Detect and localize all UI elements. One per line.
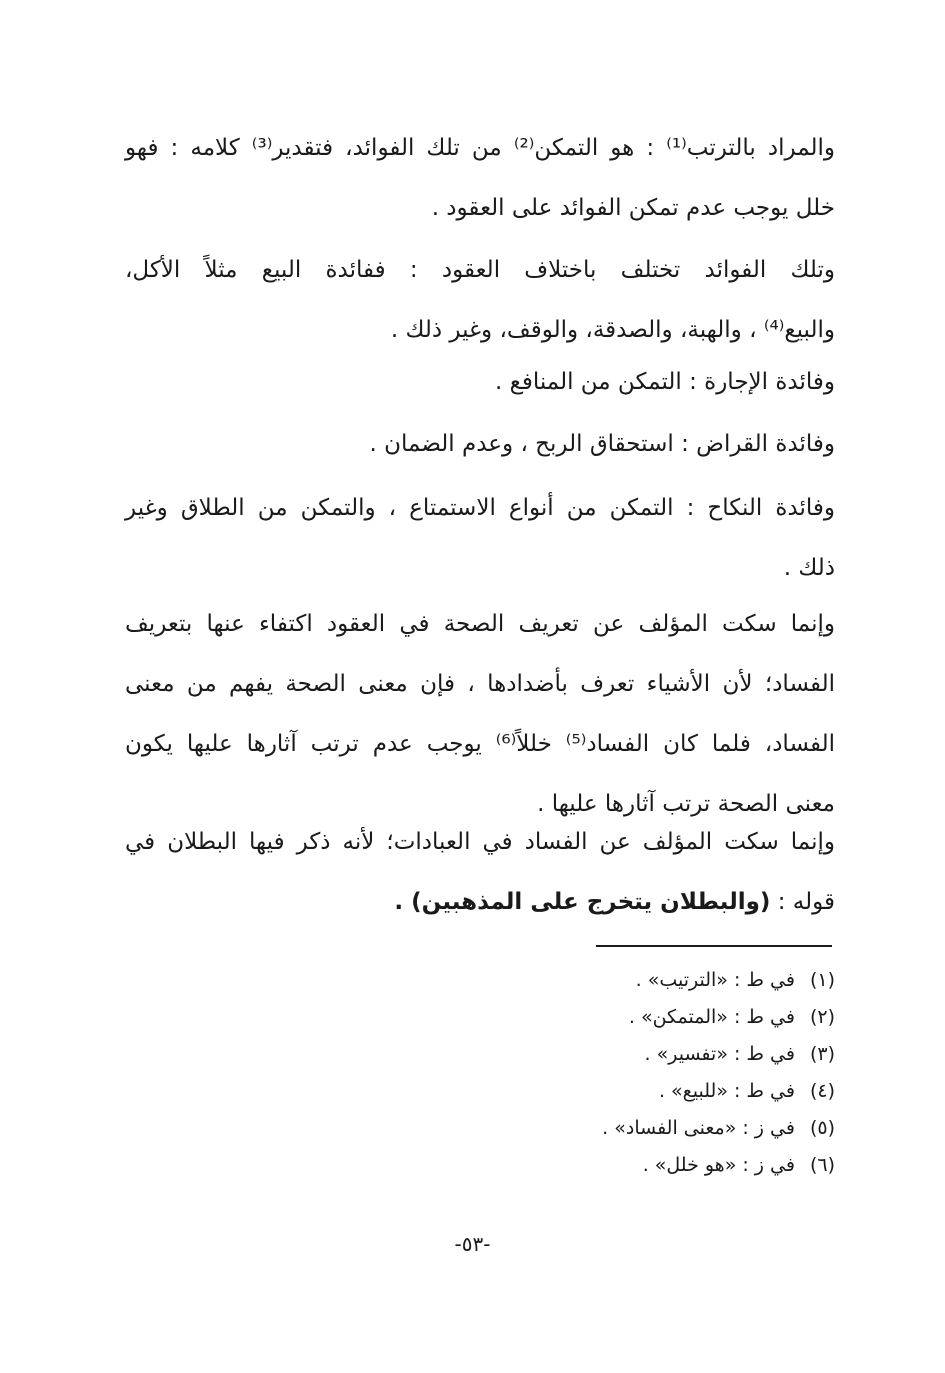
body-line-4: والبيع⁽⁴⁾ ، والهبة، والصدقة، والوقف، وغير ذلك . <box>390 317 835 343</box>
body-line-12: معنى الصحة ترتب آثارها عليها . <box>537 791 835 817</box>
footnote-text: في ط : «للبيع» . <box>658 1080 795 1102</box>
body-line-8: ذلك . <box>783 555 835 581</box>
body-line-13: وإنما سكت المؤلف عن الفساد في العبادات؛ لأنه ذكر فيها البطلان في <box>125 829 835 855</box>
bold-quote: (والبطلان يتخرج على المذهبين) . <box>394 889 771 915</box>
footnote-item <box>435 1110 835 1147</box>
body-line-3: وتلك الفوائد تختلف باختلاف العقود : ففائدة البيع مثلاً الأكل، <box>125 257 835 283</box>
footnote-text: في ط : «تفسير» . <box>644 1043 795 1065</box>
footnote-item <box>435 999 835 1036</box>
body-line-10: الفساد؛ لأن الأشياء تعرف بأضدادها ، فإن معنى الصحة يفهم من معنى <box>125 671 835 697</box>
footnote-item <box>435 1036 835 1073</box>
body-line-9: وإنما سكت المؤلف عن تعريف الصحة في العقود اكتفاء عنها بتعريف <box>125 611 835 637</box>
footnote-number: (٦) <box>809 1154 835 1176</box>
footnote-text: في ط : «الترتيب» . <box>635 969 795 991</box>
page-number: -٥٣- <box>454 1232 491 1256</box>
paragraph-6 <box>125 594 835 834</box>
footnotes-list <box>435 962 835 1184</box>
body-line-5: وفائدة الإجارة : التمكن من المنافع . <box>494 369 835 395</box>
body-line-2: خلل يوجب عدم تمكن الفوائد على العقود . <box>431 195 835 221</box>
footnote-number: (٣) <box>809 1043 835 1065</box>
footnote-text: في ز : «معنى الفساد» . <box>602 1117 795 1139</box>
footnote-item <box>435 1073 835 1110</box>
main-text <box>125 118 835 238</box>
footnote-number: (٤) <box>809 1080 835 1102</box>
body-line-14 <box>125 872 835 932</box>
paragraph-5 <box>125 478 835 598</box>
footnote-item <box>435 962 835 999</box>
footnote-divider <box>596 945 832 947</box>
body-line-1: والمراد بالترتب⁽¹⁾ : هو التمكن⁽²⁾ من تلك الفوائد، فتقدير⁽³⁾ كلامه : فهو <box>125 135 835 161</box>
paragraph-2 <box>125 240 835 360</box>
footnote-number: (٥) <box>809 1117 835 1139</box>
paragraph-4 <box>125 414 835 474</box>
paragraph-7 <box>125 812 835 932</box>
body-line-6: وفائدة القراض : استحقاق الربح ، وعدم الضمان . <box>369 431 835 457</box>
footnote-number: (٢) <box>809 1006 835 1028</box>
paragraph-3 <box>125 352 835 412</box>
footnote-text: في ز : «هو خلل» . <box>642 1154 795 1176</box>
body-line-7: وفائدة النكاح : التمكن من أنواع الاستمتاع ، والتمكن من الطلاق وغير <box>125 495 835 521</box>
footnote-text: في ط : «المتمكن» . <box>628 1006 795 1028</box>
body-line-11: الفساد، فلما كان الفساد⁽⁵⁾ خللاً⁽⁶⁾ يوجب عدم ترتب آثارها عليها يكون <box>125 731 835 757</box>
quote-intro: قوله : <box>777 889 835 915</box>
footnote-number: (١) <box>809 969 835 991</box>
footnote-item <box>435 1147 835 1184</box>
